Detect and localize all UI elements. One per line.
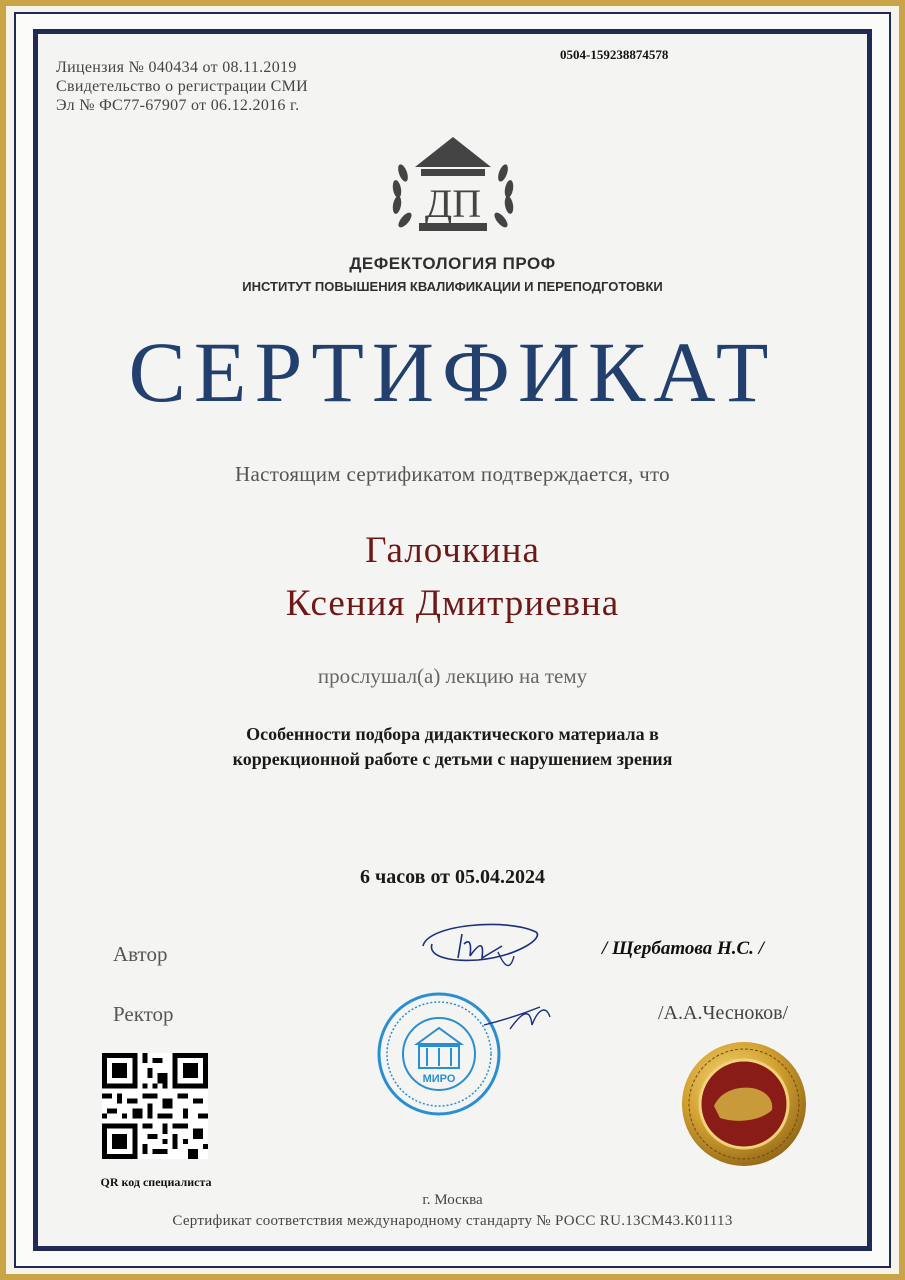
- registration-number-line: Эл № ФС77-67907 от 06.12.2016 г.: [56, 97, 300, 114]
- stamp-center-text: МИРО: [422, 1073, 456, 1085]
- building-laurel-icon: [385, 133, 521, 237]
- hours-and-date: 6 часов от 05.04.2024: [359, 866, 546, 888]
- certificate-title: СЕРТИФИКАТ: [128, 324, 777, 420]
- author-label: Автор: [113, 942, 168, 966]
- author-signature: [418, 916, 543, 976]
- rector-signature: [480, 995, 560, 1035]
- city: г. Москва: [422, 1192, 483, 1208]
- document-number: 0504-159238874578: [560, 47, 669, 62]
- action-text: прослушал(а) лекцию на тему: [317, 664, 588, 688]
- registration-line: Свидетельство о регистрации СМИ: [56, 78, 309, 95]
- topic-line-2: коррекционной работе с детьми с нарушением зрения: [232, 749, 673, 769]
- lecture-topic: [100, 722, 805, 772]
- logo-monogram: ДП: [424, 181, 482, 226]
- conformity-certificate: Сертификат соответствия международному стандарту № РОСС RU.13СМ43.К01113: [172, 1213, 733, 1229]
- organization-name: ДЕФЕКТОЛОГИЯ ПРОФ: [349, 254, 556, 273]
- author-name: / Щербатова Н.С. /: [602, 938, 764, 959]
- confirm-text: Настоящим сертификатом подтверждается, что: [235, 462, 670, 486]
- topic-line-1: Особенности подбора дидактического материала в: [246, 724, 659, 744]
- recipient-surname: Галочкина: [365, 530, 540, 571]
- qr-label: QR код специалиста: [100, 1175, 212, 1189]
- recipient-name: Ксения Дмитриевна: [285, 583, 620, 624]
- quality-medal: [680, 1040, 808, 1168]
- license-info: [56, 58, 308, 115]
- qr-code[interactable]: [102, 1053, 208, 1159]
- organization-subtitle: ИНСТИТУТ ПОВЫШЕНИЯ КВАЛИФИКАЦИИ И ПЕРЕПОДГОТОВКИ: [242, 279, 663, 294]
- license-line: Лицензия № 040434 от 08.11.2019: [56, 59, 297, 76]
- rector-name: /А.А.Чесноков/: [658, 1002, 789, 1024]
- rector-label: Ректор: [113, 1002, 174, 1026]
